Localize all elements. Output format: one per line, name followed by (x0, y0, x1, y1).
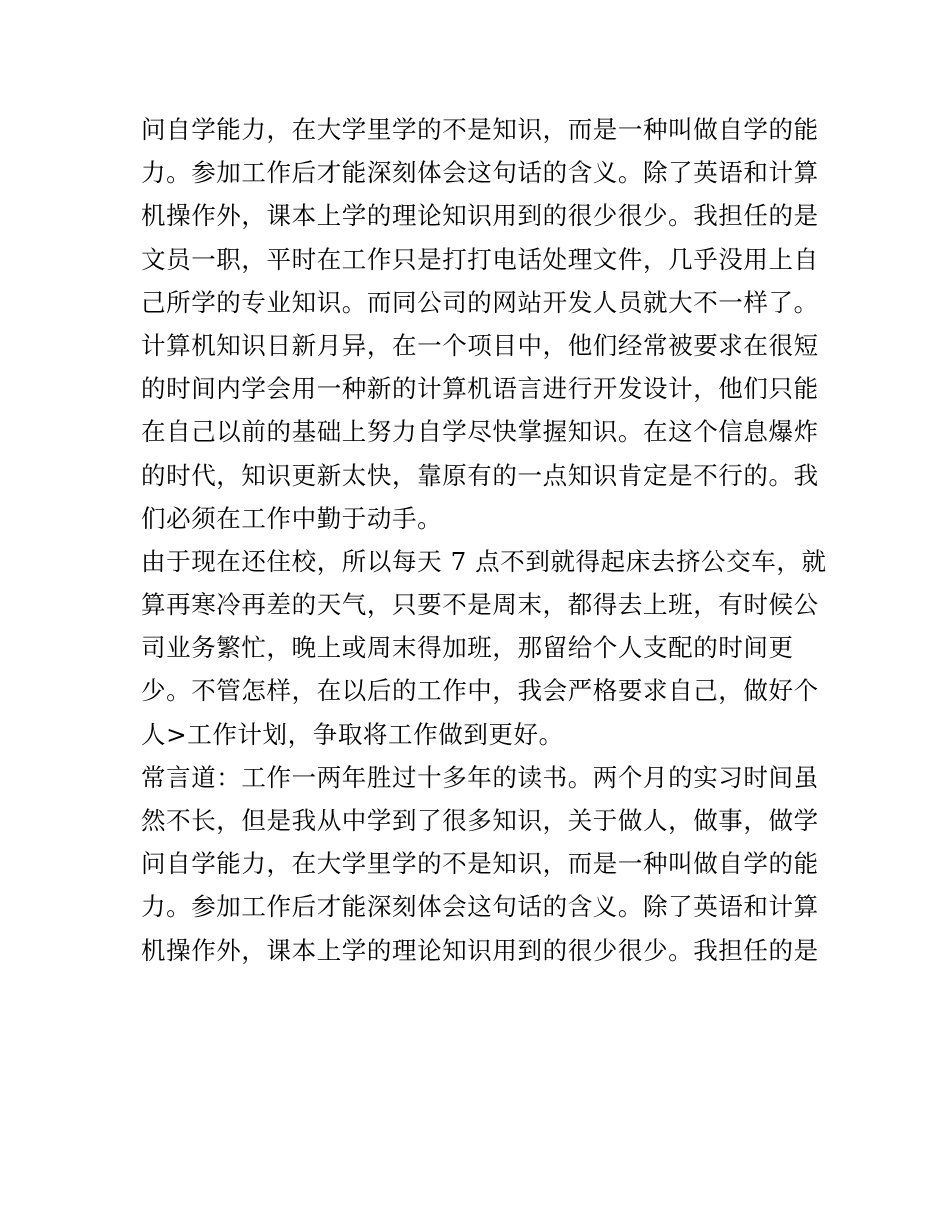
text-line: 的时代，知识更新太快，靠原有的一点知识肯定是不行的。我 (141, 460, 819, 490)
text-line: 常言道：工作一两年胜过十多年的读书。两个月的实习时间虽 (141, 762, 819, 792)
text-line: 力。参加工作后才能深刻体会这句话的含义。除了英语和计算 (141, 892, 819, 922)
text-line: 然不长，但是我从中学到了很多知识，关于做人，做事，做学 (141, 806, 819, 835)
text-line: 问自学能力，在大学里学的不是知识，而是一种叫做自学的能 (141, 115, 819, 144)
text-line: 算再寒冷再差的天气，只要不是周末，都得去上班，有时候公 (141, 590, 819, 620)
document-body (141, 108, 827, 972)
text-line: 机操作外，课本上学的理论知识用到的很少很少。我担任的是 (141, 935, 819, 965)
text-line: 在自己以前的基础上努力自学尽快掌握知识。在这个信息爆炸 (141, 417, 819, 447)
text-line: 问自学能力，在大学里学的不是知识，而是一种叫做自学的能 (141, 849, 819, 879)
text-line: 的时间内学会用一种新的计算机语言进行开发设计，他们只能 (141, 374, 819, 404)
text-line: 人>工作计划，争取将工作做到更好。 (141, 719, 564, 749)
text-line: 文员一职，平时在工作只是打打电话处理文件，几乎没用上自 (141, 244, 819, 274)
text-line: 司业务繁忙，晚上或周末得加班，那留给个人支配的时间更 (141, 633, 794, 663)
text-line: 机操作外，课本上学的理论知识用到的很少很少。我担任的是 (141, 201, 819, 231)
text-line: 少。不管怎样，在以后的工作中，我会严格要求自己，做好个 (141, 676, 819, 706)
text-line: 力。参加工作后才能深刻体会这句话的含义。除了英语和计算 (141, 158, 819, 188)
text-line: 由于现在还住校，所以每天 7 点不到就得起床去挤公交车，就 (141, 546, 827, 576)
text-line: 己所学的专业知识。而同公司的网站开发人员就大不一样了。 (141, 287, 819, 317)
text-line: 计算机知识日新月异，在一个项目中，他们经常被要求在很短 (141, 330, 819, 360)
text-line: 们必须在工作中勤于动手。 (141, 503, 443, 533)
